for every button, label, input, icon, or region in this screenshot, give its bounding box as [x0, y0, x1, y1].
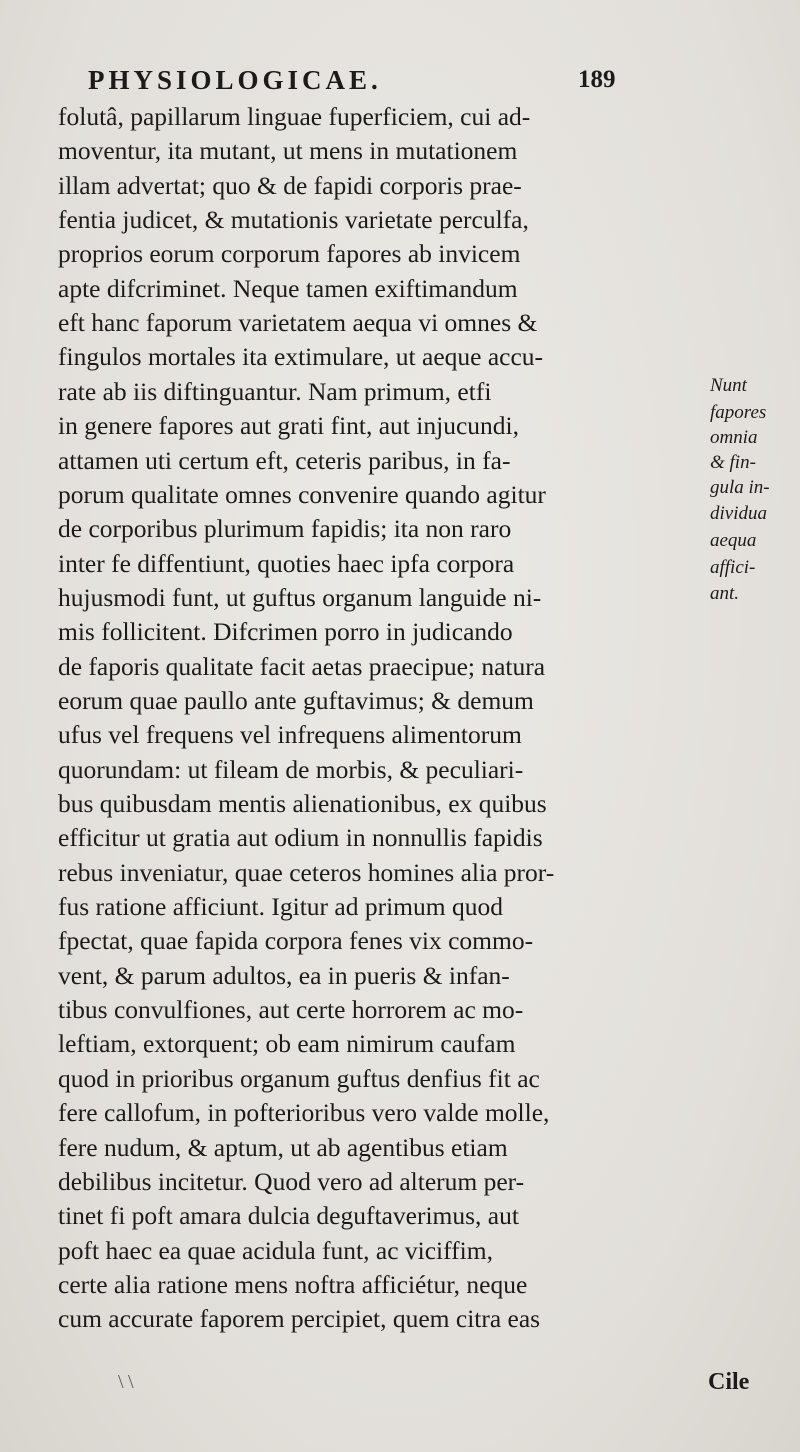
page-header: [88, 62, 728, 98]
running-title: PHYSIOLOGICAE.: [88, 65, 382, 95]
text-line: fere nudum, & aptum, ut ab agentibus etiam: [58, 1132, 508, 1162]
text-line: leftiam, extorquent; ob eam nimirum caufam: [58, 1029, 516, 1059]
margin-note-line: ant.: [710, 583, 740, 604]
text-line: fingulos mortales ita extimulare, ut aeque accu-: [58, 342, 544, 372]
catchword: Cile: [708, 1369, 750, 1395]
margin-note-line: affici-: [710, 557, 756, 578]
text-line: tibus convulfiones, aut certe horrorem ac mo-: [58, 995, 524, 1025]
text-line: eorum quae paullo ante guftavimus; & demum: [58, 685, 534, 715]
text-line: cum accurate faporem percipiet, quem citra eas: [58, 1304, 541, 1334]
text-line: de corporibus plurimum fapidis; ita non raro: [58, 514, 512, 544]
text-line: ufus vel frequens vel infrequens alimentorum: [58, 720, 522, 750]
text-line: proprios eorum corporum fapores ab invicem: [58, 239, 521, 269]
text-line: certe alia ratione mens noftra afficiétur, neque: [58, 1269, 528, 1299]
text-line: eft hanc faporum varietatem aequa vi omnes &: [58, 308, 538, 338]
text-line: rebus inveniatur, quae ceteros homines alia pror-: [58, 857, 555, 887]
text-line: mis follicitent. Difcrimen porro in judicando: [58, 617, 513, 647]
text-line: inter fe diffentiunt, quoties haec ipfa corpora: [58, 548, 515, 578]
margin-note-line: omnia: [710, 427, 758, 448]
text-line: moventur, ita mutant, ut mens in mutationem: [58, 136, 518, 166]
footer-mark: \: [118, 1371, 124, 1393]
text-line: folutâ, papillarum linguae fuperficiem, cui ad-: [58, 102, 531, 131]
text-line: poft haec ea quae acidula funt, ac viciffim,: [58, 1235, 493, 1265]
margin-note-line: gula in-: [710, 477, 770, 498]
margin-note-line: & fin-: [710, 452, 756, 473]
text-line: in genere fapores aut grati fint, aut injucundi,: [58, 411, 519, 441]
text-line: apte difcriminet. Neque tamen exiftimandum: [58, 273, 518, 303]
text-line: rate ab iis diftinguantur. Nam primum, etfi: [58, 376, 492, 406]
text-line: quod in prioribus organum guftus denfius fit ac: [58, 1063, 540, 1093]
margin-note-line: Nunt: [710, 375, 747, 396]
text-line: quorundam: ut fileam de morbis, & peculiari-: [58, 754, 524, 784]
text-line: porum qualitate omnes convenire quando agitur: [58, 479, 546, 509]
text-line: debilibus incitetur. Quod vero ad alterum per-: [58, 1166, 525, 1196]
page-number: 189: [578, 66, 616, 93]
margin-note-line: aequa: [710, 530, 757, 551]
margin-note-line: dividua: [710, 503, 767, 524]
text-line: efficitur ut gratia aut odium in nonnullis fapidis: [58, 823, 543, 853]
text-line: fus ratione afficiunt. Igitur ad primum quod: [58, 892, 503, 922]
text-line: fere callofum, in pofterioribus vero valde molle,: [58, 1098, 550, 1128]
margin-note-line: fapores: [710, 402, 767, 423]
text-line: fentia judicet, & mutationis varietate perculfa,: [58, 205, 529, 235]
text-line: bus quibusdam mentis alienationibus, ex quibus: [58, 789, 547, 818]
text-line: fpectat, quae fapida corpora fenes vix commo-: [58, 926, 534, 956]
text-line: illam advertat; quo & de fapidi corporis prae-: [58, 170, 522, 200]
text-line: hujusmodi funt, ut guftus organum languide ni-: [58, 582, 542, 612]
text-line: attamen uti certum eft, ceteris paribus, in fa-: [58, 445, 511, 475]
footer-mark: \: [128, 1371, 134, 1393]
text-line: de faporis qualitate facit aetas praecipue; natura: [58, 651, 546, 681]
text-line: vent, & parum adultos, ea in pueris & infan-: [58, 960, 510, 990]
text-line: tinet fi poft amara dulcia deguftaverimus, aut: [58, 1201, 519, 1231]
